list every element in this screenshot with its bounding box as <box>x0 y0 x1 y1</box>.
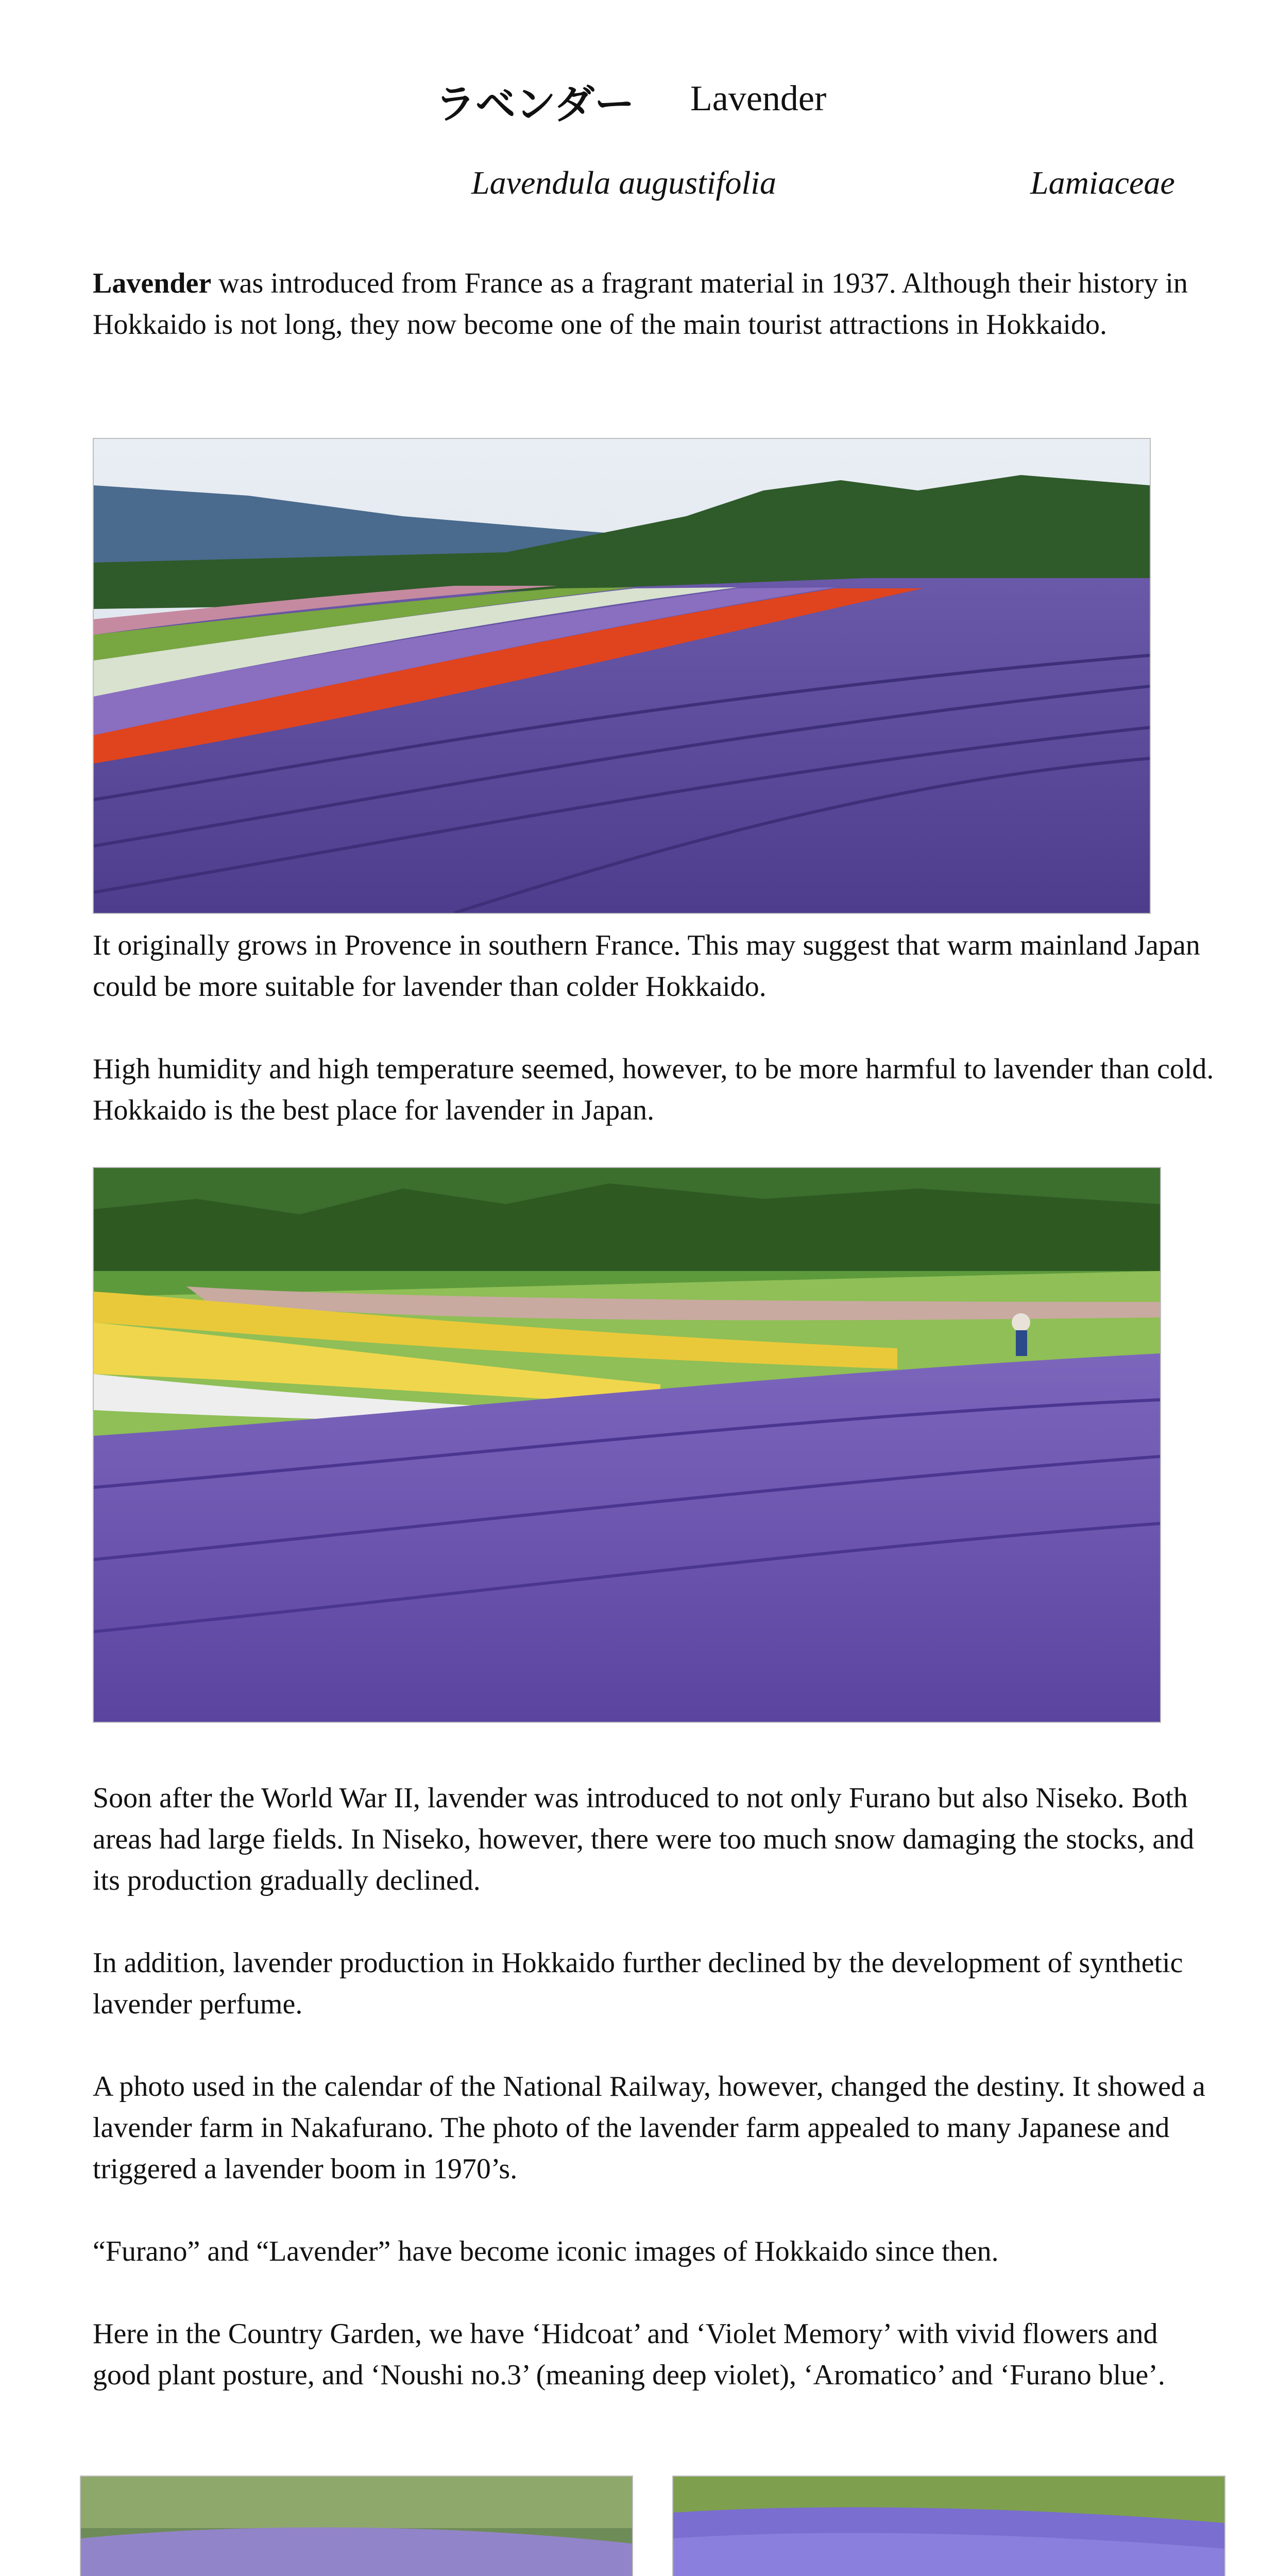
photo-flower-field-stripes <box>93 438 1151 914</box>
paragraph-iconic: “Furano” and “Lavender” have become iconic images of Hokkaido since then. <box>93 2235 999 2267</box>
plant-family: Lamiaceae <box>1030 164 1175 201</box>
photo-hidcoat <box>80 2476 633 2576</box>
paragraph-origin: It originally grows in Provence in southern France. This may suggest that warm mainland Japan could be more suitable for lavender than colder Hokkaido. <box>93 929 1200 1003</box>
intro-paragraph <box>93 263 1216 345</box>
paragraph-niseko: Soon after the World War II, lavender was introduced to not only Furano but also Niseko. Both areas had large fields. In Niseko, however, there were too much snow damaging the stocks, and its production gradually declined. <box>93 1782 1195 1896</box>
photo-violet-memory <box>672 2476 1225 2576</box>
paragraph-humidity: High humidity and high temperature seemed, however, to be more harmful to lavender than cold. Hokkaido is the best place for lavender in Japan. <box>93 1053 1214 1126</box>
title-japanese: ラベンダー <box>435 81 635 128</box>
title-english: Lavender <box>690 79 827 118</box>
photo-lavender-hillside <box>93 1167 1161 1723</box>
paragraph-calendar: A photo used in the calendar of the National Railway, however, changed the destiny. It showed a lavender farm in Nakafurano. The photo of the lavender farm appealed to many Japanese and triggered a lavender boom in 1970’s. <box>93 2071 1205 2185</box>
intro-rest: was introduced from France as a fragrant material in 1937. Although their history in Hokkaido is not long, they now become one of the main tourist attractions in Hokkaido. <box>93 267 1188 341</box>
intro-lead: Lavender <box>93 267 212 299</box>
paragraph-country-garden: Here in the Country Garden, we have ‘Hidcoat’ and ‘Violet Memory’ with vivid flowers and good plant posture, and ‘Noushi no.3’ (meaning deep violet), ‘Aromatico’ and ‘Furano blue’. <box>93 2318 1165 2391</box>
paragraph-synthetic: In addition, lavender production in Hokkaido further declined by the development of synthetic lavender perfume. <box>93 1947 1183 2020</box>
scientific-name: Lavendula augustifolia <box>471 164 776 201</box>
